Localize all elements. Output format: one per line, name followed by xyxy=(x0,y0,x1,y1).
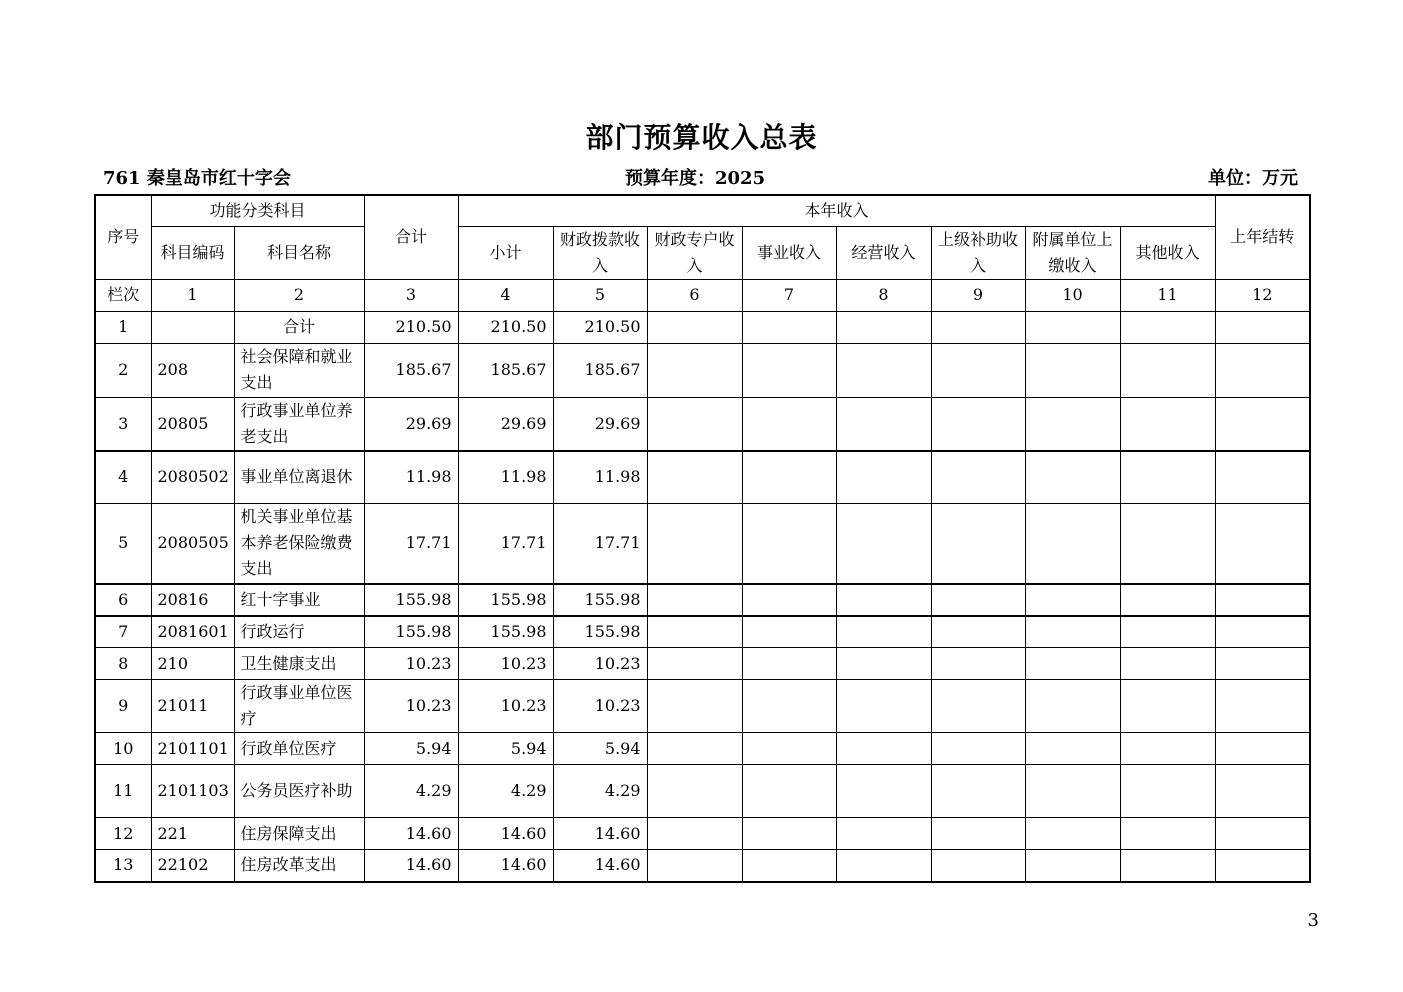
page-title: 部门预算收入总表 xyxy=(585,121,818,154)
empty-cell xyxy=(836,680,931,733)
table-row xyxy=(95,733,1310,765)
empty-cell xyxy=(836,343,931,397)
row-seq: 11 xyxy=(95,765,151,818)
organization-label: 761 秦皇岛市红十字会 xyxy=(103,168,291,189)
row-fiscal-appropriation: 29.69 xyxy=(553,397,647,451)
table-row xyxy=(95,648,1310,680)
row-code: 2101103 xyxy=(151,765,234,818)
empty-cell xyxy=(1215,343,1310,397)
row-total: 4.29 xyxy=(364,765,458,818)
row-name: 合计 xyxy=(234,311,364,343)
row-seq: 13 xyxy=(95,850,151,882)
row-code: 210 xyxy=(151,648,234,680)
column-number: 8 xyxy=(836,279,931,311)
row-total: 5.94 xyxy=(364,733,458,765)
empty-cell xyxy=(1215,850,1310,882)
header-fiscal-special: 财政专户收入 xyxy=(647,226,742,279)
column-number: 10 xyxy=(1025,279,1120,311)
empty-cell xyxy=(742,850,836,882)
empty-cell xyxy=(931,648,1025,680)
row-seq: 2 xyxy=(95,343,151,397)
column-number-row xyxy=(95,279,1310,311)
row-seq: 6 xyxy=(95,584,151,616)
row-code: 2080505 xyxy=(151,504,234,584)
empty-cell xyxy=(1025,451,1120,504)
row-subtotal: 11.98 xyxy=(458,451,553,504)
table-row xyxy=(95,765,1310,818)
row-subtotal: 10.23 xyxy=(458,680,553,733)
row-code: 208 xyxy=(151,343,234,397)
empty-cell xyxy=(1025,648,1120,680)
empty-cell xyxy=(931,584,1025,616)
header-affiliated-income: 附属单位上缴收入 xyxy=(1025,226,1120,279)
empty-cell xyxy=(1120,733,1215,765)
row-seq: 10 xyxy=(95,733,151,765)
empty-cell xyxy=(931,850,1025,882)
empty-cell xyxy=(836,504,931,584)
empty-cell xyxy=(742,648,836,680)
empty-cell xyxy=(836,765,931,818)
column-number: 4 xyxy=(458,279,553,311)
row-name: 红十字事业 xyxy=(234,584,364,616)
header-total: 合计 xyxy=(364,195,458,279)
empty-cell xyxy=(1120,680,1215,733)
column-number: 1 xyxy=(151,279,234,311)
empty-cell xyxy=(647,397,742,451)
row-name: 行政运行 xyxy=(234,616,364,648)
empty-cell xyxy=(1025,504,1120,584)
empty-cell xyxy=(647,765,742,818)
column-number: 12 xyxy=(1215,279,1310,311)
row-fiscal-appropriation: 4.29 xyxy=(553,765,647,818)
row-fiscal-appropriation: 5.94 xyxy=(553,733,647,765)
header-code: 科目编码 xyxy=(151,226,234,279)
empty-cell xyxy=(1025,818,1120,850)
empty-cell xyxy=(931,680,1025,733)
row-seq: 5 xyxy=(95,504,151,584)
empty-cell xyxy=(931,818,1025,850)
empty-cell xyxy=(1215,648,1310,680)
empty-cell xyxy=(1120,584,1215,616)
row-subtotal: 10.23 xyxy=(458,648,553,680)
row-seq: 7 xyxy=(95,616,151,648)
row-name: 社会保障和就业支出 xyxy=(234,343,364,397)
empty-cell xyxy=(931,343,1025,397)
row-subtotal: 29.69 xyxy=(458,397,553,451)
table-row xyxy=(95,311,1310,343)
row-code: 2101101 xyxy=(151,733,234,765)
row-total: 155.98 xyxy=(364,616,458,648)
row-fiscal-appropriation: 17.71 xyxy=(553,504,647,584)
table-row xyxy=(95,504,1310,584)
empty-cell xyxy=(647,616,742,648)
empty-cell xyxy=(836,818,931,850)
row-name: 行政事业单位养老支出 xyxy=(234,397,364,451)
empty-cell xyxy=(647,343,742,397)
row-code: 20805 xyxy=(151,397,234,451)
row-subtotal: 17.71 xyxy=(458,504,553,584)
row-fiscal-appropriation: 14.60 xyxy=(553,818,647,850)
empty-cell xyxy=(931,765,1025,818)
row-total: 210.50 xyxy=(364,311,458,343)
empty-cell xyxy=(1215,451,1310,504)
header-last-year-carryover: 上年结转 xyxy=(1215,195,1310,279)
empty-cell xyxy=(647,818,742,850)
row-seq: 8 xyxy=(95,648,151,680)
header-business-income: 事业收入 xyxy=(742,226,836,279)
empty-cell xyxy=(1120,451,1215,504)
empty-cell xyxy=(647,504,742,584)
row-seq: 12 xyxy=(95,818,151,850)
empty-cell xyxy=(1025,680,1120,733)
column-number: 7 xyxy=(742,279,836,311)
empty-cell xyxy=(1025,850,1120,882)
empty-cell xyxy=(1215,311,1310,343)
empty-cell xyxy=(1120,616,1215,648)
empty-cell xyxy=(1025,733,1120,765)
row-name: 公务员医疗补助 xyxy=(234,765,364,818)
empty-cell xyxy=(1120,397,1215,451)
empty-cell xyxy=(931,504,1025,584)
row-seq: 9 xyxy=(95,680,151,733)
row-total: 155.98 xyxy=(364,584,458,616)
empty-cell xyxy=(742,397,836,451)
empty-cell xyxy=(1120,765,1215,818)
empty-cell xyxy=(647,648,742,680)
row-name: 机关事业单位基本养老保险缴费支出 xyxy=(234,504,364,584)
row-code: 20816 xyxy=(151,584,234,616)
table-row xyxy=(95,343,1310,397)
empty-cell xyxy=(1215,733,1310,765)
empty-cell xyxy=(742,451,836,504)
page-number: 3 xyxy=(1307,910,1319,931)
empty-cell xyxy=(742,765,836,818)
empty-cell xyxy=(931,311,1025,343)
empty-cell xyxy=(1025,616,1120,648)
column-number-label: 栏次 xyxy=(95,279,151,311)
column-number: 2 xyxy=(234,279,364,311)
header-row-1 xyxy=(95,195,1310,226)
row-subtotal: 155.98 xyxy=(458,616,553,648)
column-number: 11 xyxy=(1120,279,1215,311)
column-number: 5 xyxy=(553,279,647,311)
empty-cell xyxy=(742,343,836,397)
column-number: 3 xyxy=(364,279,458,311)
row-subtotal: 14.60 xyxy=(458,850,553,882)
empty-cell xyxy=(836,648,931,680)
empty-cell xyxy=(1025,765,1120,818)
row-total: 29.69 xyxy=(364,397,458,451)
empty-cell xyxy=(1215,818,1310,850)
row-fiscal-appropriation: 14.60 xyxy=(553,850,647,882)
row-seq: 3 xyxy=(95,397,151,451)
empty-cell xyxy=(742,504,836,584)
empty-cell xyxy=(647,584,742,616)
empty-cell xyxy=(742,311,836,343)
table-row xyxy=(95,451,1310,504)
row-fiscal-appropriation: 185.67 xyxy=(553,343,647,397)
header-current-year-income: 本年收入 xyxy=(458,195,1215,226)
row-code xyxy=(151,311,234,343)
empty-cell xyxy=(1120,343,1215,397)
row-total: 17.71 xyxy=(364,504,458,584)
row-seq: 1 xyxy=(95,311,151,343)
budget-income-table xyxy=(94,194,1311,883)
header-operating-income: 经营收入 xyxy=(836,226,931,279)
row-subtotal: 185.67 xyxy=(458,343,553,397)
row-name: 事业单位离退休 xyxy=(234,451,364,504)
table-row xyxy=(95,850,1310,882)
empty-cell xyxy=(742,733,836,765)
empty-cell xyxy=(836,850,931,882)
unit-label: 单位：万元 xyxy=(1208,168,1298,189)
empty-cell xyxy=(1215,765,1310,818)
empty-cell xyxy=(742,616,836,648)
row-total: 10.23 xyxy=(364,680,458,733)
empty-cell xyxy=(1215,616,1310,648)
empty-cell xyxy=(647,850,742,882)
row-total: 10.23 xyxy=(364,648,458,680)
table-row xyxy=(95,397,1310,451)
table-row xyxy=(95,616,1310,648)
empty-cell xyxy=(836,397,931,451)
empty-cell xyxy=(1120,818,1215,850)
empty-cell xyxy=(742,818,836,850)
row-total: 11.98 xyxy=(364,451,458,504)
empty-cell xyxy=(836,616,931,648)
row-name: 行政事业单位医疗 xyxy=(234,680,364,733)
row-fiscal-appropriation: 210.50 xyxy=(553,311,647,343)
empty-cell xyxy=(647,451,742,504)
header-row-2 xyxy=(95,226,1310,279)
row-subtotal: 14.60 xyxy=(458,818,553,850)
header-seq: 序号 xyxy=(95,195,151,279)
table-row xyxy=(95,818,1310,850)
row-code: 21011 xyxy=(151,680,234,733)
row-name: 住房改革支出 xyxy=(234,850,364,882)
row-name: 住房保障支出 xyxy=(234,818,364,850)
row-name: 卫生健康支出 xyxy=(234,648,364,680)
empty-cell xyxy=(647,733,742,765)
empty-cell xyxy=(742,680,836,733)
empty-cell xyxy=(647,311,742,343)
row-fiscal-appropriation: 155.98 xyxy=(553,616,647,648)
empty-cell xyxy=(1215,397,1310,451)
empty-cell xyxy=(931,451,1025,504)
row-seq: 4 xyxy=(95,451,151,504)
empty-cell xyxy=(1120,648,1215,680)
table-row xyxy=(95,680,1310,733)
header-other-income: 其他收入 xyxy=(1120,226,1215,279)
empty-cell xyxy=(836,584,931,616)
empty-cell xyxy=(647,680,742,733)
empty-cell xyxy=(836,311,931,343)
row-fiscal-appropriation: 10.23 xyxy=(553,680,647,733)
empty-cell xyxy=(931,616,1025,648)
empty-cell xyxy=(1025,397,1120,451)
empty-cell xyxy=(1025,311,1120,343)
empty-cell xyxy=(1215,504,1310,584)
empty-cell xyxy=(1120,850,1215,882)
row-subtotal: 5.94 xyxy=(458,733,553,765)
row-subtotal: 4.29 xyxy=(458,765,553,818)
empty-cell xyxy=(836,451,931,504)
row-code: 2081601 xyxy=(151,616,234,648)
row-total: 14.60 xyxy=(364,818,458,850)
empty-cell xyxy=(1025,584,1120,616)
header-func-class: 功能分类科目 xyxy=(151,195,364,226)
row-total: 14.60 xyxy=(364,850,458,882)
row-subtotal: 155.98 xyxy=(458,584,553,616)
empty-cell xyxy=(1215,680,1310,733)
row-code: 221 xyxy=(151,818,234,850)
row-name: 行政单位医疗 xyxy=(234,733,364,765)
empty-cell xyxy=(1120,311,1215,343)
empty-cell xyxy=(836,733,931,765)
row-fiscal-appropriation: 155.98 xyxy=(553,584,647,616)
row-fiscal-appropriation: 11.98 xyxy=(553,451,647,504)
empty-cell xyxy=(742,584,836,616)
row-subtotal: 210.50 xyxy=(458,311,553,343)
empty-cell xyxy=(1025,343,1120,397)
empty-cell xyxy=(1120,504,1215,584)
header-fiscal-appropriation: 财政拨款收入 xyxy=(553,226,647,279)
empty-cell xyxy=(1215,584,1310,616)
row-code: 22102 xyxy=(151,850,234,882)
header-superior-subsidy: 上级补助收入 xyxy=(931,226,1025,279)
column-number: 6 xyxy=(647,279,742,311)
column-number: 9 xyxy=(931,279,1025,311)
budget-year-label: 预算年度：2025 xyxy=(625,168,766,189)
table-row xyxy=(95,584,1310,616)
empty-cell xyxy=(931,733,1025,765)
row-code: 2080502 xyxy=(151,451,234,504)
header-subtotal: 小计 xyxy=(458,226,553,279)
empty-cell xyxy=(931,397,1025,451)
row-total: 185.67 xyxy=(364,343,458,397)
header-name: 科目名称 xyxy=(234,226,364,279)
row-fiscal-appropriation: 10.23 xyxy=(553,648,647,680)
